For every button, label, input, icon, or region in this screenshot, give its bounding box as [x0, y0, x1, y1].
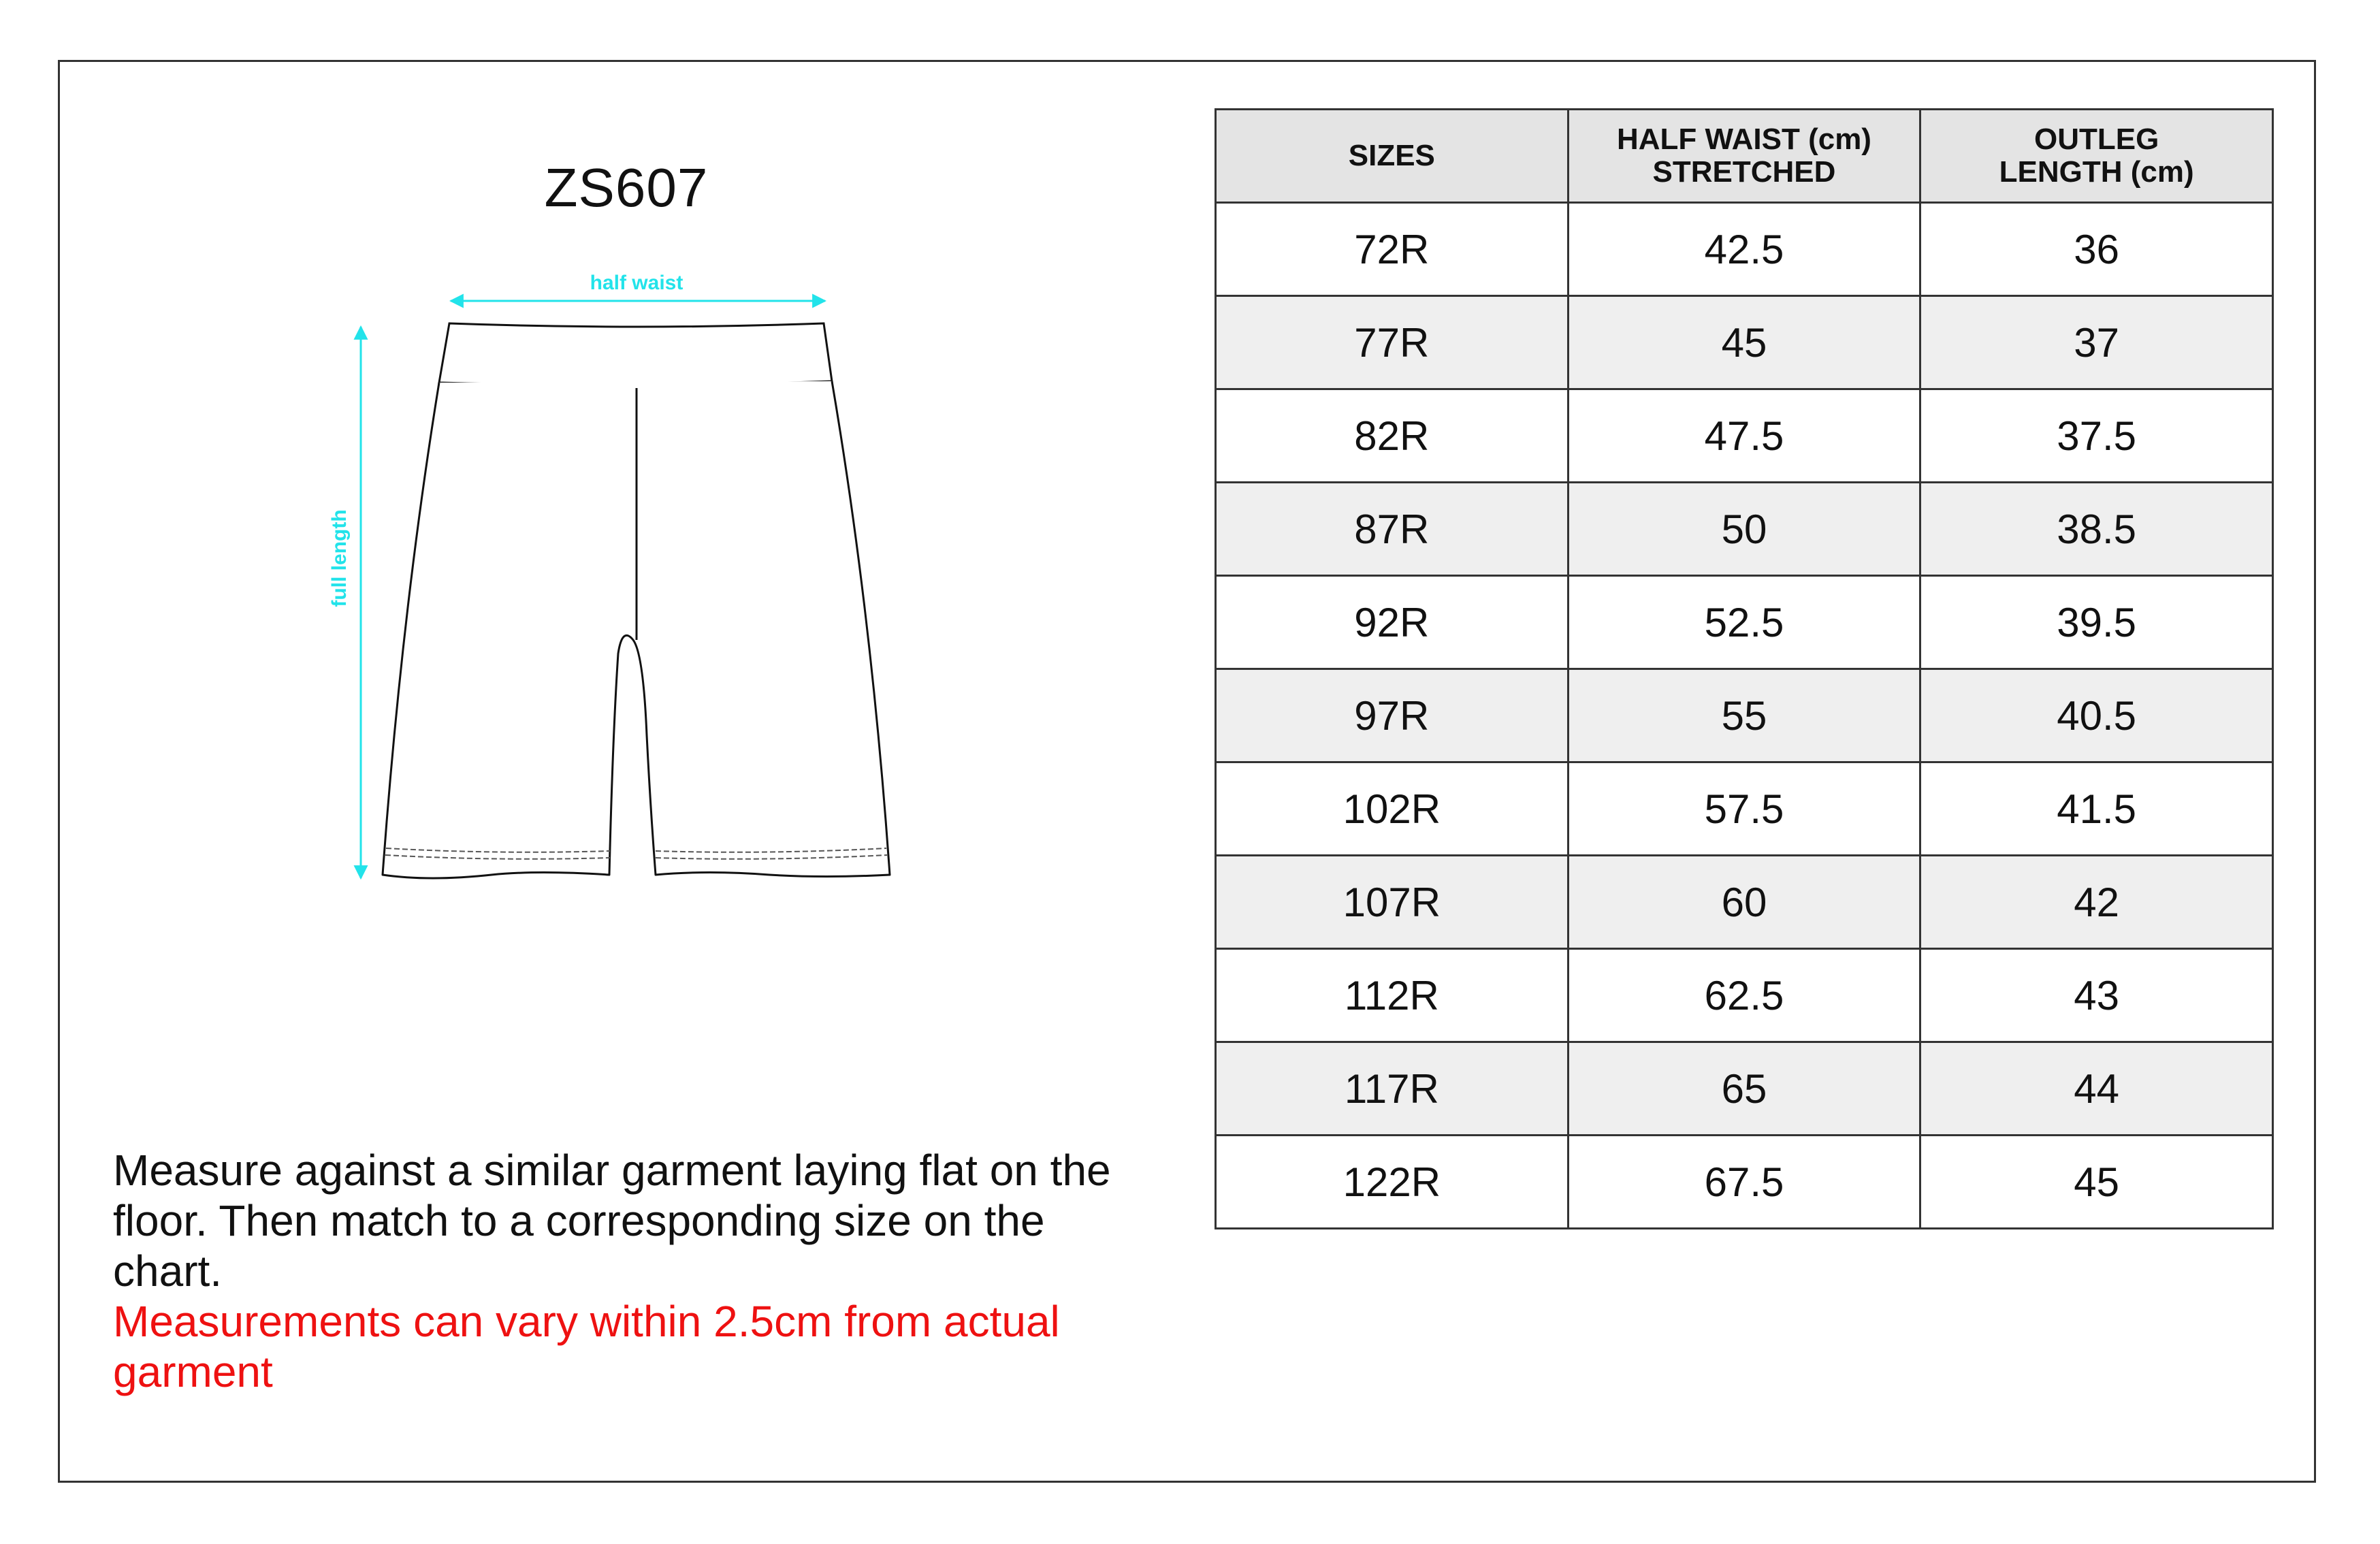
outleg-cell: 42	[1920, 856, 2273, 949]
half-waist-cell: 42.5	[1568, 203, 1920, 296]
table-row	[1216, 483, 2273, 576]
measurement-note	[113, 1145, 1148, 1397]
half-waist-cell: 62.5	[1568, 949, 1920, 1042]
outleg-cell: 38.5	[1920, 483, 2273, 576]
size-cell: 107R	[1216, 856, 1569, 949]
size-cell: 82R	[1216, 389, 1569, 483]
outleg-cell: 43	[1920, 949, 2273, 1042]
header-outleg: OUTLEG LENGTH (cm)	[1920, 110, 2273, 203]
size-cell: 92R	[1216, 576, 1569, 669]
half-waist-cell: 50	[1568, 483, 1920, 576]
measurement-instruction: Measure against a similar garment laying flat on the floor. Then match to a corresponding size on the chart.	[113, 1146, 1111, 1296]
half-waist-cell: 52.5	[1568, 576, 1920, 669]
waistband	[439, 323, 832, 385]
size-cell: 77R	[1216, 296, 1569, 389]
half-waist-cell: 60	[1568, 856, 1920, 949]
table-row	[1216, 203, 2273, 296]
product-code: ZS607	[544, 157, 709, 218]
table-row	[1216, 1136, 2273, 1229]
table-row	[1216, 949, 2273, 1042]
size-cell: 102R	[1216, 762, 1569, 856]
size-cell: 112R	[1216, 949, 1569, 1042]
table-row	[1216, 762, 2273, 856]
half-waist-cell: 65	[1568, 1042, 1920, 1136]
outleg-cell: 37	[1920, 296, 2273, 389]
half-waist-cell: 45	[1568, 296, 1920, 389]
outleg-cell: 36	[1920, 203, 2273, 296]
half-waist-cell: 55	[1568, 669, 1920, 762]
table-row	[1216, 576, 2273, 669]
table-row	[1216, 856, 2273, 949]
header-sizes: SIZES	[1216, 110, 1569, 203]
table-row	[1216, 1042, 2273, 1136]
shorts-illustration	[293, 259, 933, 899]
shorts-diagram	[293, 259, 933, 899]
outleg-cell: 39.5	[1920, 576, 2273, 669]
outleg-cell: 45	[1920, 1136, 2273, 1229]
size-cell: 97R	[1216, 669, 1569, 762]
table-row	[1216, 669, 2273, 762]
size-cell: 117R	[1216, 1042, 1569, 1136]
outleg-cell: 44	[1920, 1042, 2273, 1136]
table-row	[1216, 389, 2273, 483]
half-waist-cell: 67.5	[1568, 1136, 1920, 1229]
size-cell: 122R	[1216, 1136, 1569, 1229]
half-waist-label: half waist	[590, 272, 684, 294]
outleg-cell: 41.5	[1920, 762, 2273, 856]
table-header-row	[1216, 110, 2273, 203]
half-waist-cell: 47.5	[1568, 389, 1920, 483]
size-cell: 87R	[1216, 483, 1569, 576]
full-length-label: full length	[328, 509, 351, 607]
half-waist-cell: 57.5	[1568, 762, 1920, 856]
size-chart-table	[1215, 108, 2274, 1229]
header-half-waist: HALF WAIST (cm) STRETCHED	[1568, 110, 1920, 203]
measurement-warning: Measurements can vary within 2.5cm from actual garment	[113, 1297, 1060, 1396]
outleg-cell: 40.5	[1920, 669, 2273, 762]
size-cell: 72R	[1216, 203, 1569, 296]
outleg-cell: 37.5	[1920, 389, 2273, 483]
table-row	[1216, 296, 2273, 389]
